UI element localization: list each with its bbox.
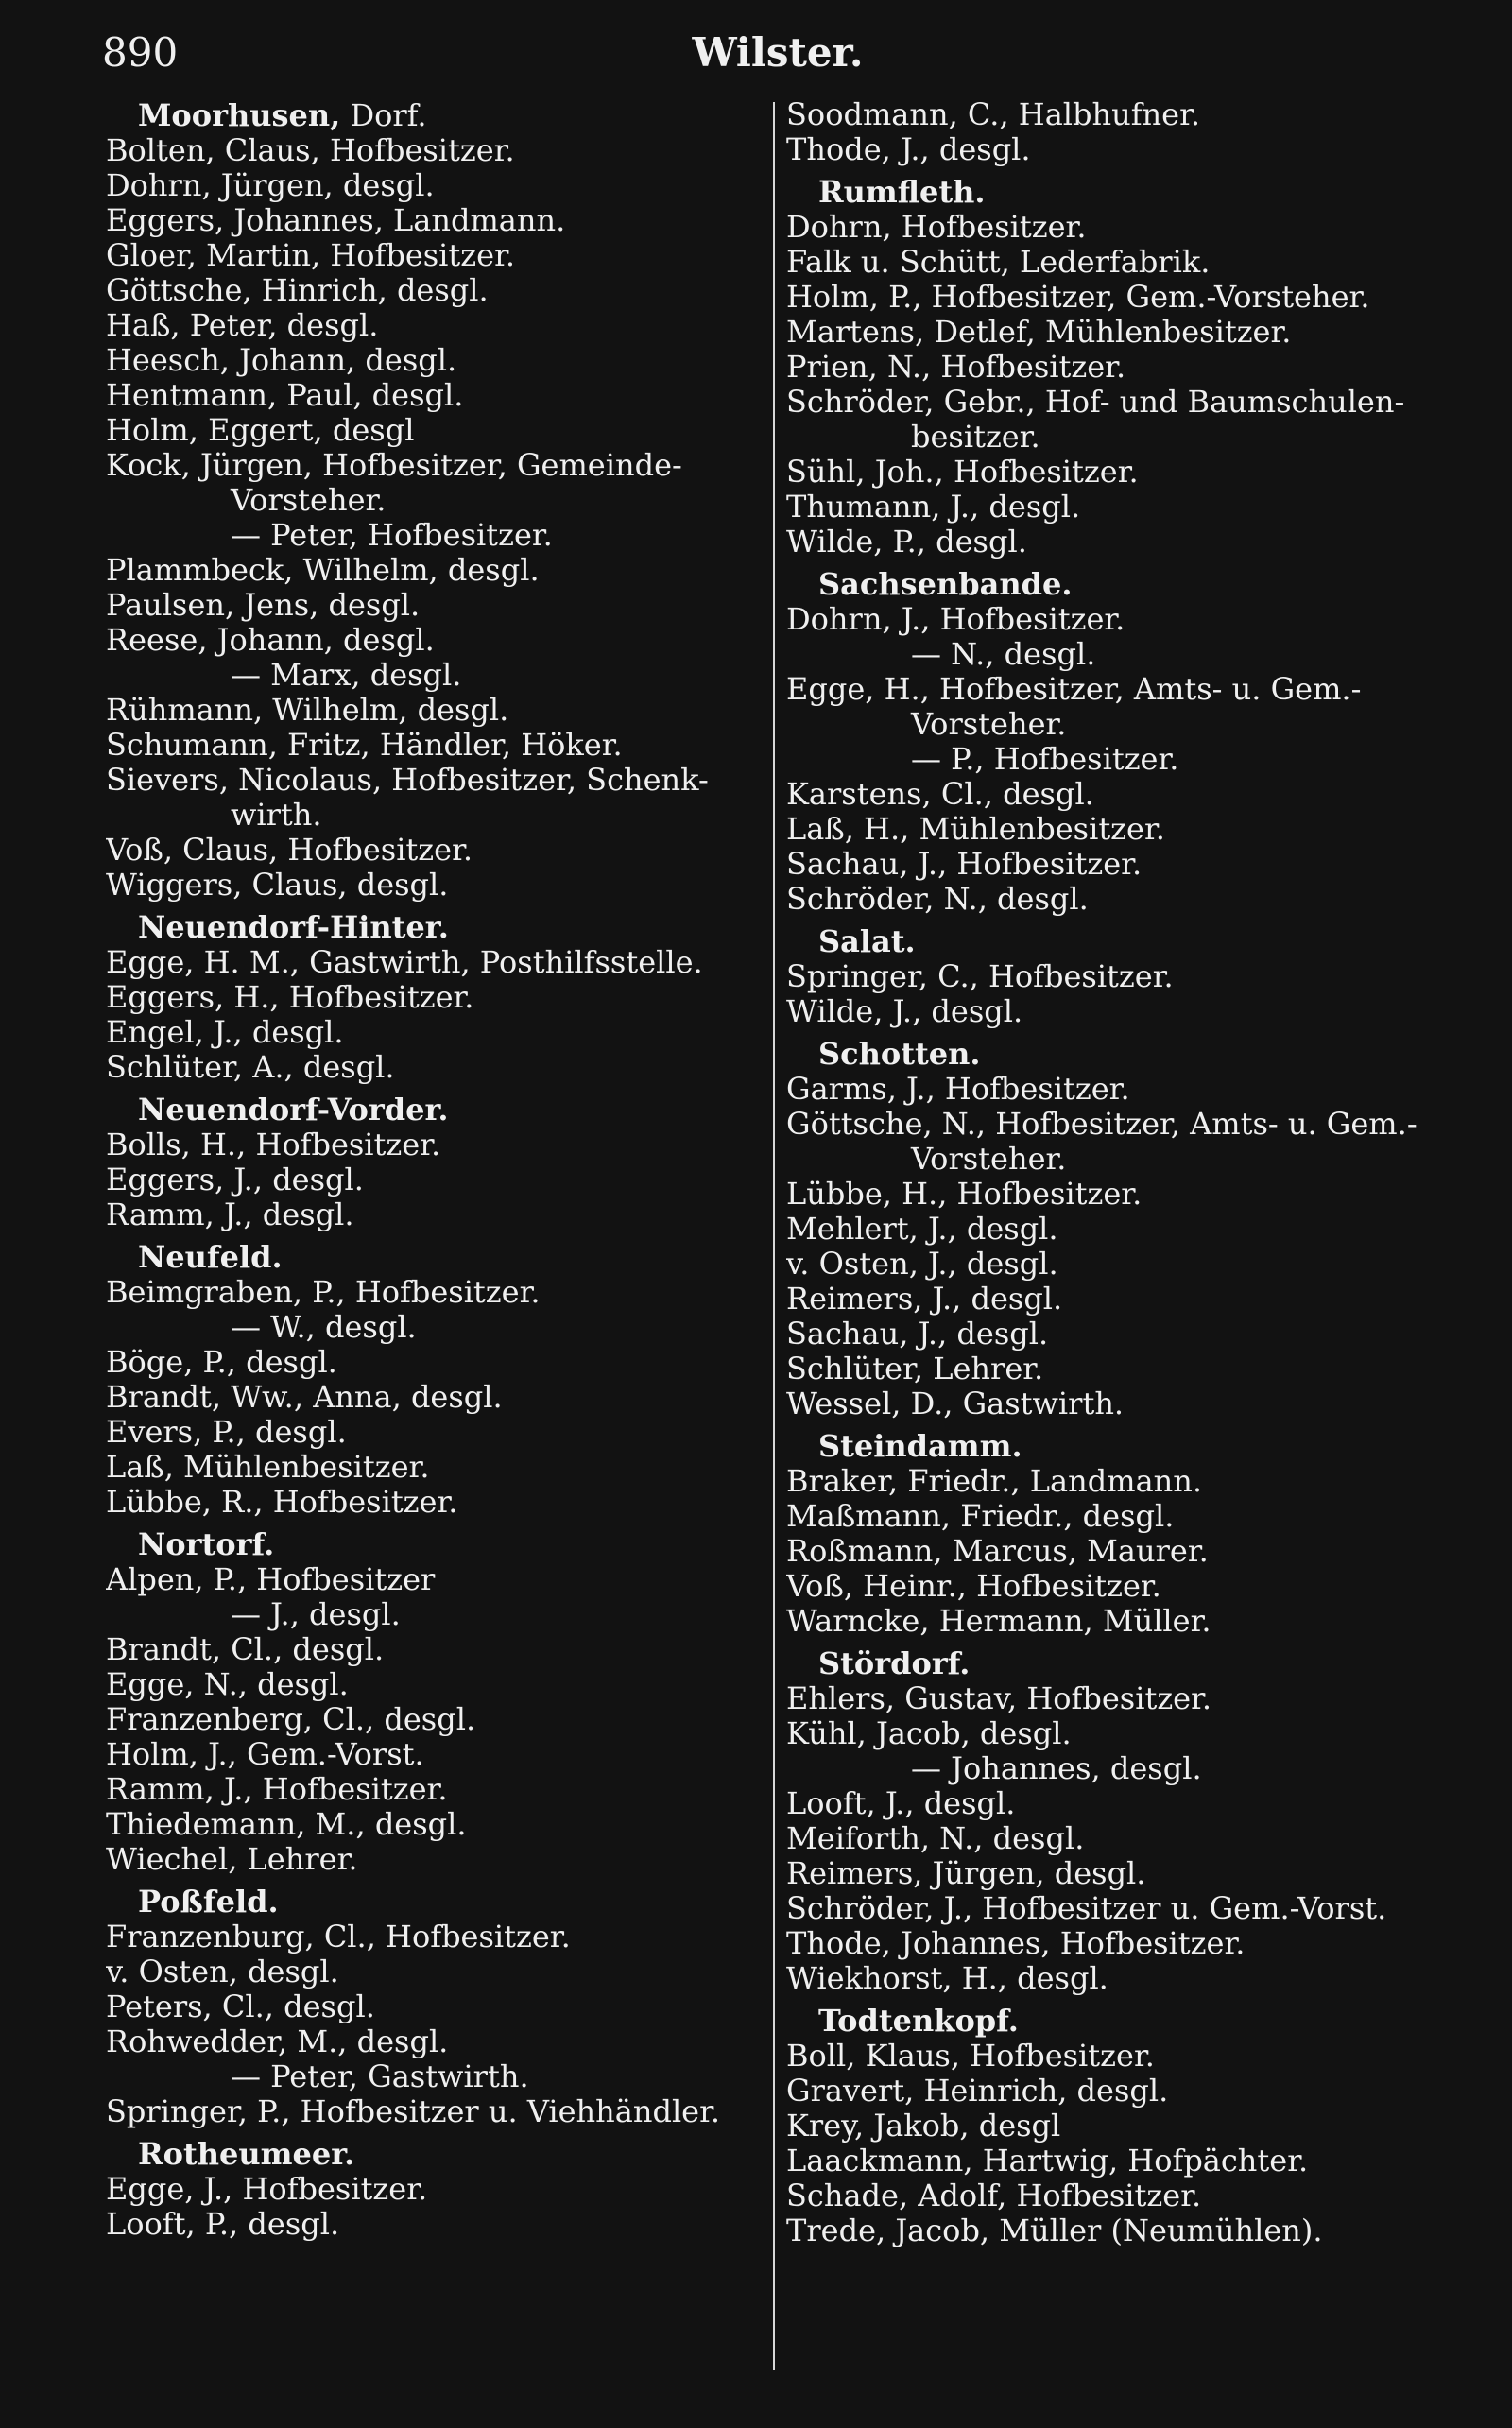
- directory-entry: Schröder, Gebr., Hof- und Baumschulen-: [786, 384, 1405, 420]
- directory-entry: Ehlers, Gustav, Hofbesitzer.: [786, 1680, 1212, 1716]
- directory-entry: Wessel, D., Gastwirth.: [786, 1386, 1125, 1421]
- directory-entry: wirth.: [231, 797, 322, 833]
- directory-entry: Brandt, Cl., desgl.: [106, 1631, 385, 1667]
- section-heading: [786, 1645, 1474, 1681]
- directory-entry: Voß, Claus, Hofbesitzer.: [106, 832, 473, 868]
- directory-entry: Rohwedder, M., desgl.: [106, 2023, 449, 2059]
- directory-entry: Looft, J., desgl.: [786, 1785, 1016, 1821]
- section-title: Rumfleth.: [818, 174, 986, 210]
- section-heading: [786, 1428, 1474, 1464]
- directory-entry: Lübbe, H., Hofbesitzer.: [786, 1176, 1143, 1212]
- directory-entry: Reimers, J., desgl.: [786, 1281, 1063, 1317]
- directory-entry: Sievers, Nicolaus, Hofbesitzer, Schenk-: [106, 762, 709, 798]
- directory-entry: Sühl, Joh., Hofbesitzer.: [786, 454, 1139, 490]
- directory-entry: Egge, N., desgl.: [106, 1666, 349, 1702]
- section-heading: [786, 566, 1474, 602]
- directory-section: [106, 1092, 767, 1232]
- section-subtitle: Dorf.: [340, 97, 427, 133]
- directory-section: [786, 174, 1474, 560]
- section-heading: [786, 1036, 1474, 1072]
- directory-entry: — Peter, Gastwirth.: [231, 2058, 529, 2094]
- directory-entry: v. Osten, desgl.: [106, 1954, 339, 1989]
- directory-section: [786, 1428, 1474, 1639]
- directory-section: [786, 923, 1474, 1029]
- directory-entry: Rühmann, Wilhelm, desgl.: [106, 692, 509, 728]
- directory-entry: Schlüter, A., desgl.: [106, 1049, 395, 1085]
- section-heading: [106, 1526, 767, 1562]
- directory-entry: Göttsche, N., Hofbesitzer, Amts- u. Gem.-: [786, 1106, 1418, 1142]
- directory-entry: Vorsteher.: [911, 706, 1067, 742]
- directory-entry: Plammbeck, Wilhelm, desgl.: [106, 552, 540, 588]
- directory-section: [106, 2136, 767, 2242]
- section-heading: [106, 97, 767, 133]
- section-title: Neufeld.: [138, 1239, 283, 1275]
- page-number: 890: [102, 29, 179, 76]
- section-heading: [106, 1239, 767, 1275]
- directory-entry: Bolten, Claus, Hofbesitzer.: [106, 132, 515, 168]
- directory-entry: Hentmann, Paul, desgl.: [106, 377, 464, 413]
- section-heading: [786, 923, 1474, 959]
- section-title: Todtenkopf.: [818, 2003, 1019, 2039]
- directory-entry: Braker, Friedr., Landmann.: [786, 1463, 1203, 1499]
- section-title: Neuendorf-Vorder.: [138, 1092, 449, 1128]
- section-heading: [106, 1092, 767, 1128]
- directory-entry: v. Osten, J., desgl.: [786, 1246, 1058, 1282]
- directory-entry: Thode, J., desgl.: [786, 131, 1031, 167]
- section-title: Schotten.: [818, 1036, 981, 1072]
- directory-entry: Looft, P., desgl.: [106, 2206, 340, 2242]
- directory-entry: Krey, Jakob, desgl: [786, 2108, 1061, 2144]
- section-heading: [106, 1884, 767, 1920]
- section-heading: [786, 174, 1474, 210]
- directory-entry: Eggers, Johannes, Landmann.: [106, 202, 566, 238]
- directory-section: [106, 97, 767, 903]
- directory-section: [106, 1884, 767, 2129]
- directory-entry: Paulsen, Jens, desgl.: [106, 587, 421, 623]
- directory-entry: Bolls, H., Hofbesitzer.: [106, 1127, 441, 1162]
- section-heading: [106, 2136, 767, 2172]
- directory-entry: Sachau, J., desgl.: [786, 1316, 1049, 1352]
- directory-entry: Holm, J., Gem.-Vorst.: [106, 1736, 424, 1772]
- directory-entry: — Marx, desgl.: [231, 657, 462, 693]
- directory-entry: Warncke, Hermann, Müller.: [786, 1603, 1211, 1639]
- section-title: Salat.: [818, 923, 916, 959]
- directory-entry: Maßmann, Friedr., desgl.: [786, 1498, 1175, 1534]
- directory-entry: Haß, Peter, desgl.: [106, 307, 379, 343]
- directory-entry: Heesch, Johann, desgl.: [106, 342, 457, 378]
- directory-entry: Schröder, J., Hofbesitzer u. Gem.-Vorst.: [786, 1890, 1387, 1926]
- right-column: [786, 97, 1474, 2385]
- directory-entry: — J., desgl.: [231, 1596, 401, 1632]
- directory-entry: Boll, Klaus, Hofbesitzer.: [786, 2038, 1155, 2074]
- directory-section: [106, 1526, 767, 1877]
- directory-section: [786, 1036, 1474, 1421]
- directory-entry: Mehlert, J., desgl.: [786, 1211, 1058, 1247]
- directory-entry: Evers, P., desgl.: [106, 1414, 347, 1450]
- directory-entry: Egge, H., Hofbesitzer, Amts- u. Gem.-: [786, 671, 1362, 707]
- directory-entry: — P., Hofbesitzer.: [911, 741, 1179, 777]
- directory-entry: Thode, Johannes, Hofbesitzer.: [786, 1925, 1246, 1961]
- directory-entry: Göttsche, Hinrich, desgl.: [106, 272, 489, 308]
- directory-entry: Vorsteher.: [231, 482, 387, 518]
- section-title: Nortorf.: [138, 1526, 275, 1562]
- directory-entry: Wilde, J., desgl.: [786, 993, 1023, 1029]
- directory-entry: Dohrn, J., Hofbesitzer.: [786, 601, 1125, 637]
- directory-entry: Brandt, Ww., Anna, desgl.: [106, 1379, 503, 1415]
- directory-entry: Kühl, Jacob, desgl.: [786, 1715, 1072, 1751]
- section-title: Moorhusen,: [138, 97, 341, 133]
- directory-entry: Böge, P., desgl.: [106, 1344, 337, 1380]
- directory-entry: — W., desgl.: [231, 1309, 417, 1345]
- directory-entry: Holm, Eggert, desgl: [106, 412, 415, 448]
- directory-entry: Thumann, J., desgl.: [786, 489, 1081, 525]
- directory-entry: Laackmann, Hartwig, Hofpächter.: [786, 2143, 1309, 2178]
- directory-entry: Schumann, Fritz, Händler, Höker.: [106, 727, 623, 763]
- directory-section: [786, 566, 1474, 917]
- directory-entry: Martens, Detlef, Mühlenbesitzer.: [786, 314, 1292, 350]
- column-divider: [773, 102, 775, 2370]
- directory-entry: Ramm, J., desgl.: [106, 1197, 354, 1232]
- left-column: [106, 97, 767, 2385]
- directory-entry: Schlüter, Lehrer.: [786, 1351, 1044, 1386]
- directory-entry: — N., desgl.: [911, 636, 1096, 672]
- directory-entry: Schröder, N., desgl.: [786, 881, 1089, 917]
- directory-entry: Reese, Johann, desgl.: [106, 622, 435, 658]
- directory-section: [106, 1239, 767, 1520]
- directory-entry: Meiforth, N., desgl.: [786, 1820, 1085, 1856]
- directory-entry: Trede, Jacob, Müller (Neumühlen).: [786, 2213, 1323, 2248]
- directory-entry: Karstens, Cl., desgl.: [786, 776, 1094, 812]
- directory-entry: Dohrn, Jürgen, desgl.: [106, 167, 435, 203]
- directory-section: [786, 1645, 1474, 1996]
- directory-entry: Wiechel, Lehrer.: [106, 1841, 358, 1877]
- directory-entry: besitzer.: [911, 419, 1040, 455]
- directory-entry: Roßmann, Marcus, Maurer.: [786, 1533, 1209, 1569]
- section-title: Rotheumeer.: [138, 2136, 355, 2172]
- directory-entry: Reimers, Jürgen, desgl.: [786, 1855, 1146, 1891]
- directory-entry: Thiedemann, M., desgl.: [106, 1806, 467, 1842]
- running-title: Wilster.: [692, 29, 864, 76]
- directory-entry: Garms, J., Hofbesitzer.: [786, 1071, 1130, 1107]
- directory-entry: Eggers, H., Hofbesitzer.: [106, 979, 474, 1015]
- section-title: Stördorf.: [818, 1645, 971, 1681]
- directory-entry: Springer, C., Hofbesitzer.: [786, 958, 1174, 994]
- directory-entry: Soodmann, C., Halbhufner.: [786, 97, 1201, 132]
- directory-entry: Falk u. Schütt, Lederfabrik.: [786, 244, 1211, 280]
- directory-entry: Laß, H., Mühlenbesitzer.: [786, 811, 1165, 847]
- directory-entry: Springer, P., Hofbesitzer u. Viehhändler.: [106, 2093, 721, 2129]
- directory-entry: Laß, Mühlenbesitzer.: [106, 1449, 430, 1485]
- directory-entry: Peters, Cl., desgl.: [106, 1989, 375, 2024]
- directory-entry: Egge, J., Hofbesitzer.: [106, 2171, 428, 2207]
- section-title: Neuendorf-Hinter.: [138, 909, 449, 945]
- section-title: Steindamm.: [818, 1428, 1022, 1464]
- directory-entry: Franzenburg, Cl., Hofbesitzer.: [106, 1919, 571, 1954]
- directory-entry: Engel, J., desgl.: [106, 1014, 344, 1050]
- directory-entry: Schade, Adolf, Hofbesitzer.: [786, 2178, 1202, 2213]
- directory-entry: Holm, P., Hofbesitzer, Gem.-Vorsteher.: [786, 279, 1370, 315]
- directory-entry: Kock, Jürgen, Hofbesitzer, Gemeinde-: [106, 447, 682, 483]
- directory-entry: Lübbe, R., Hofbesitzer.: [106, 1484, 458, 1520]
- directory-entry: Egge, H. M., Gastwirth, Posthilfsstelle.: [106, 944, 703, 980]
- directory-entry: Prien, N., Hofbesitzer.: [786, 349, 1126, 385]
- directory-entry: — Johannes, desgl.: [911, 1750, 1202, 1786]
- directory-entry: Gravert, Heinrich, desgl.: [786, 2073, 1169, 2109]
- section-title: Sachsenbande.: [818, 566, 1073, 602]
- directory-section: [786, 97, 1474, 167]
- section-heading: [106, 909, 767, 945]
- directory-entry: Eggers, J., desgl.: [106, 1162, 364, 1197]
- section-heading: [786, 2003, 1474, 2039]
- directory-entry: Ramm, J., Hofbesitzer.: [106, 1771, 448, 1807]
- directory-entry: Beimgraben, P., Hofbesitzer.: [106, 1274, 541, 1310]
- directory-entry: Wiggers, Claus, desgl.: [106, 867, 449, 903]
- directory-section: [106, 909, 767, 1085]
- page-header: [102, 25, 1453, 91]
- directory-entry: Gloer, Martin, Hofbesitzer.: [106, 237, 516, 273]
- directory-entry: — Peter, Hofbesitzer.: [231, 517, 553, 553]
- directory-entry: Vorsteher.: [911, 1141, 1067, 1177]
- directory-section: [786, 2003, 1474, 2248]
- directory-entry: Dohrn, Hofbesitzer.: [786, 209, 1087, 245]
- directory-entry: Wilde, P., desgl.: [786, 524, 1027, 560]
- directory-entry: Sachau, J., Hofbesitzer.: [786, 846, 1143, 882]
- directory-entry: Wiekhorst, H., desgl.: [786, 1960, 1108, 1996]
- directory-entry: Franzenberg, Cl., desgl.: [106, 1701, 476, 1737]
- section-title: Poßfeld.: [138, 1884, 279, 1920]
- directory-entry: Alpen, P., Hofbesitzer: [106, 1561, 436, 1597]
- directory-entry: Voß, Heinr., Hofbesitzer.: [786, 1568, 1161, 1604]
